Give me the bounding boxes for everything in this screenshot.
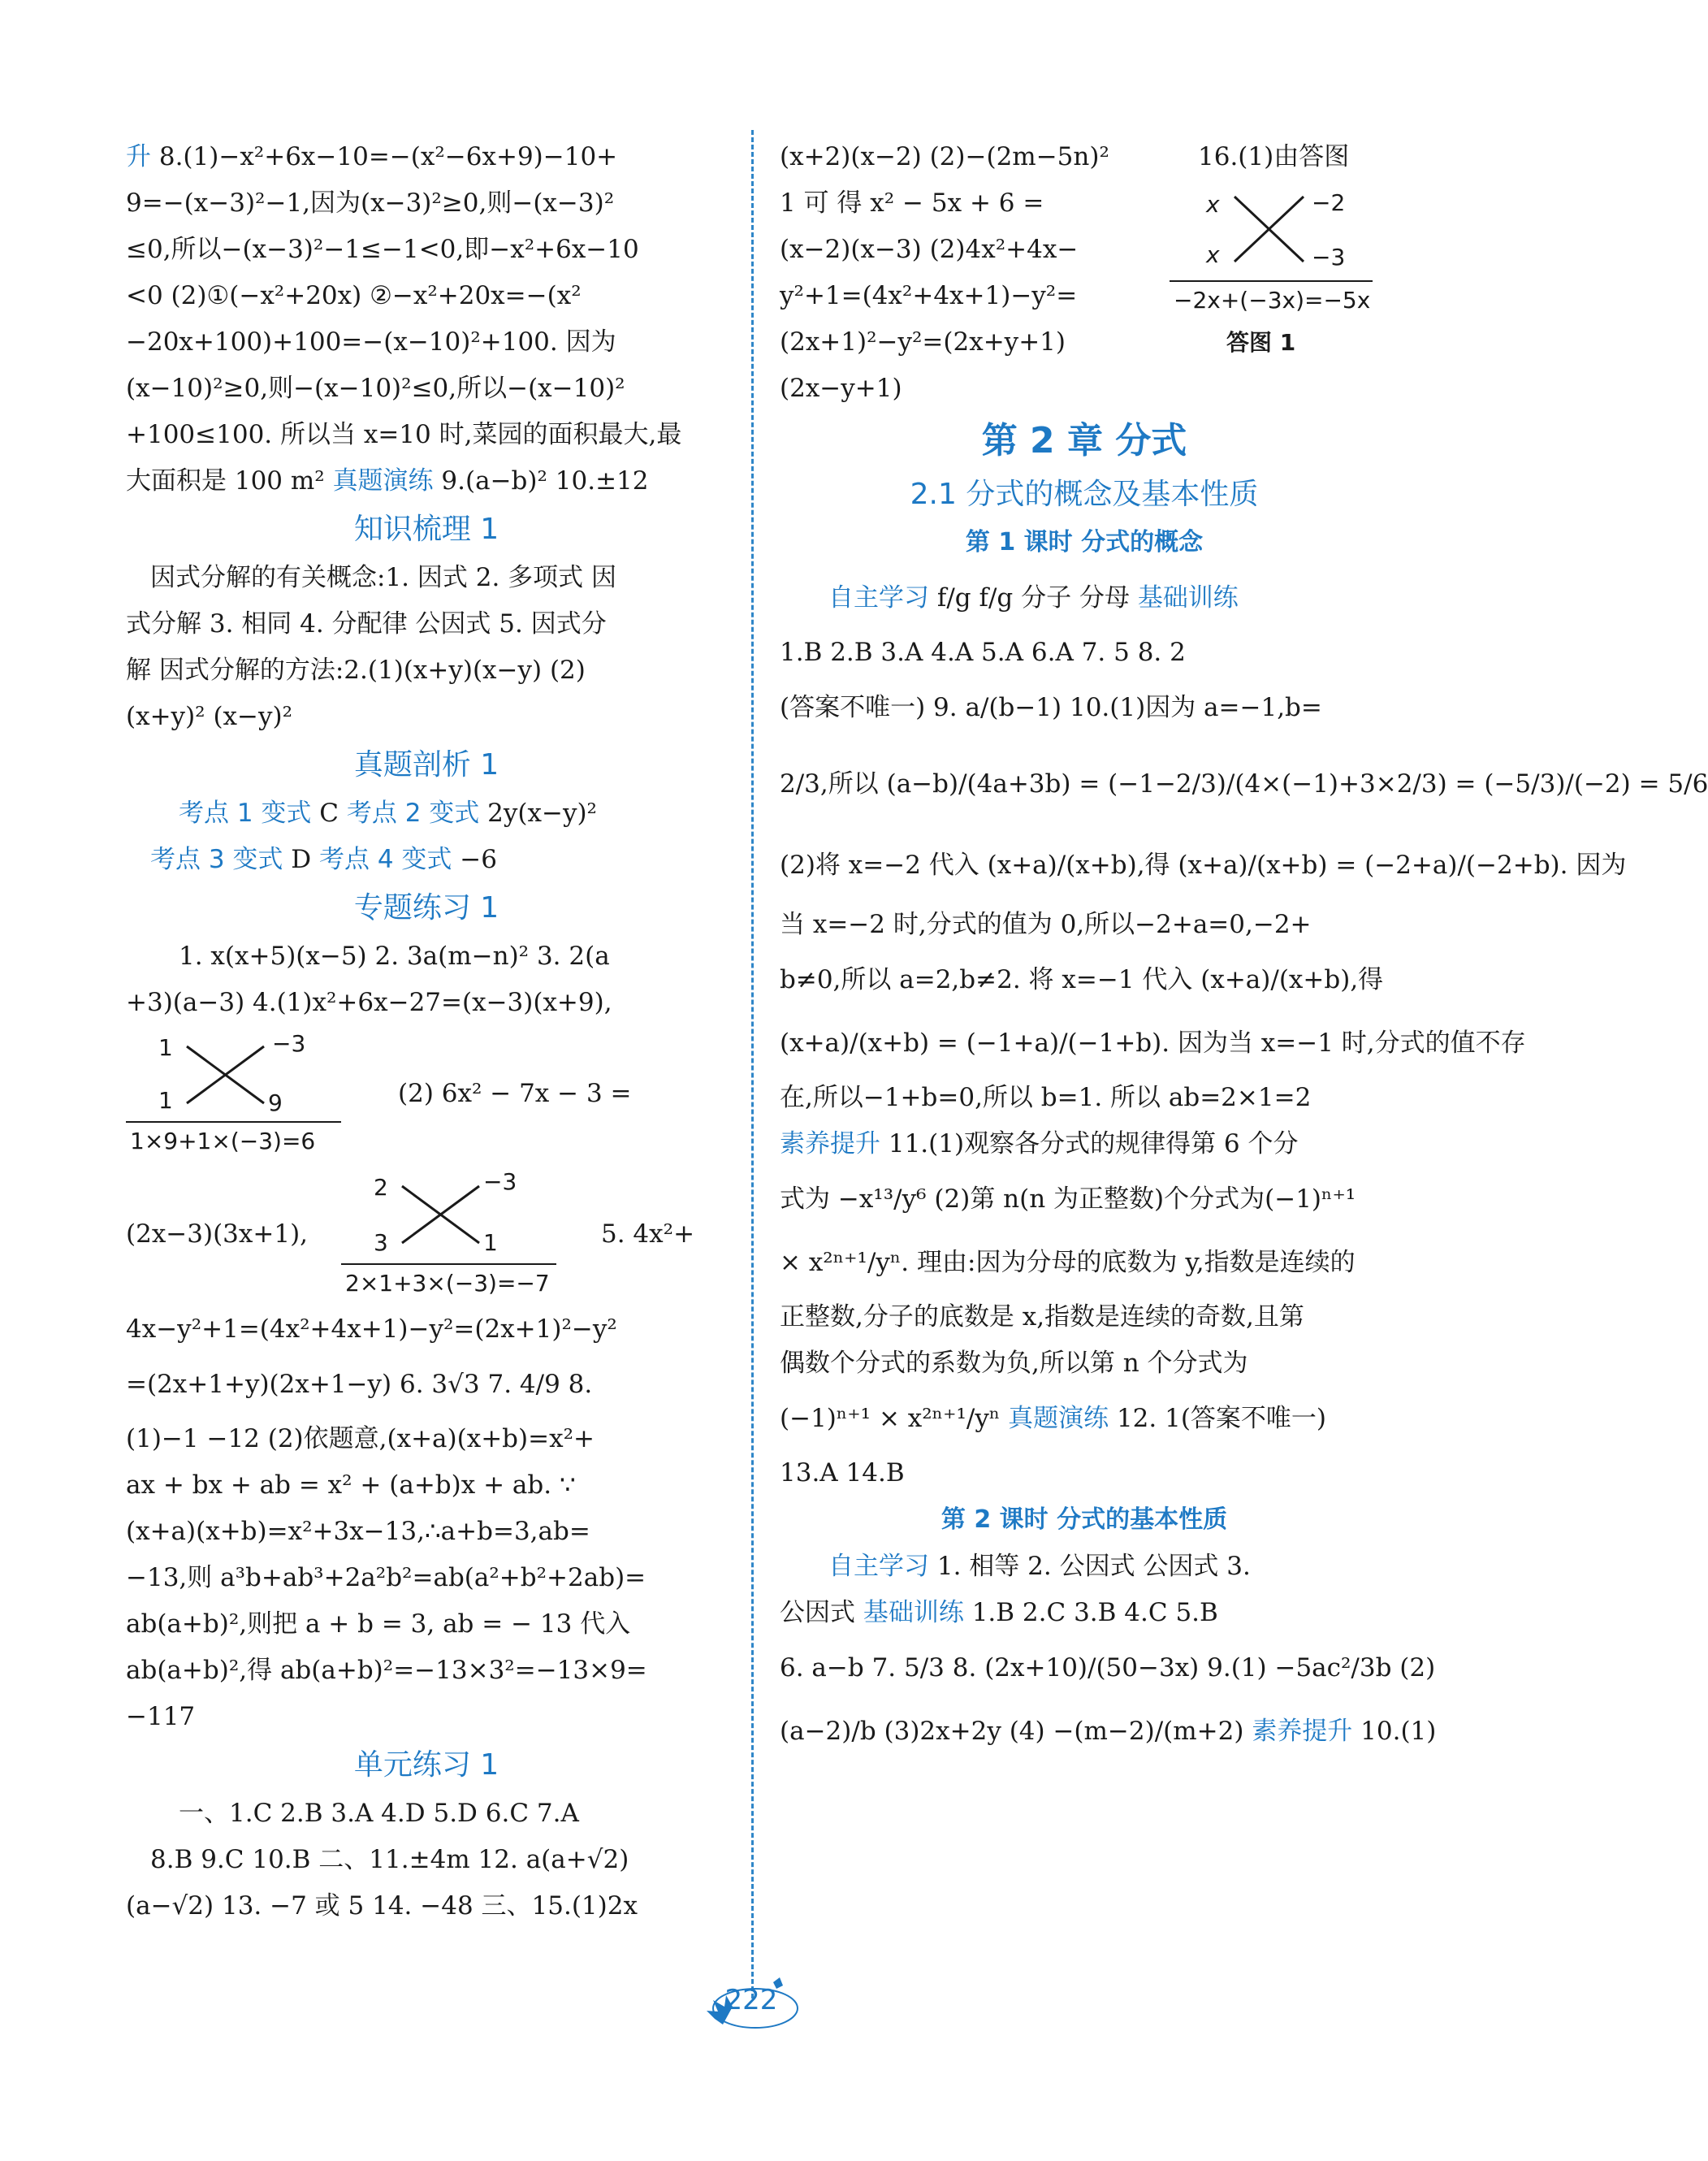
text-line: 8.B 9.C 10.B 二、11.±4m 12. a(a+√2) (150, 1845, 629, 1874)
cross-lines (1230, 193, 1308, 266)
text-line: −13,则 a³b+ab³+2a²b²=ab(a²+b²+2ab)= (126, 1563, 646, 1592)
text-line: 偶数个分式的系数为负,所以第 n 个分式为 (780, 1349, 1248, 1378)
text-line: ≤0,所以−(x−3)²−1≤−1<0,即−x²+6x−10 (126, 235, 639, 264)
text-line: 素养提升 11.(1)观察各分式的规律得第 6 个分 (780, 1129, 1299, 1158)
text-line: +100≤100. 所以当 x=10 时,菜园的面积最大,最 (126, 420, 682, 449)
sum-rule (341, 1262, 556, 1267)
text-line: 13.A 14.B (780, 1458, 905, 1488)
section-tag: 素养提升 (780, 1129, 880, 1158)
text-line: 式分解 3. 相同 4. 分配律 公因式 5. 因式分 (126, 609, 607, 639)
text-line: 公因式 基础训练 1.B 2.C 3.B 4.C 5.B (780, 1598, 1218, 1627)
figure-caption: 答图 1 (1226, 329, 1296, 356)
section-tag: 升 (126, 142, 151, 171)
heading-knowledge: 知识梳理 1 (353, 513, 499, 546)
text-line: 1. x(x+5)(x−5) 2. 3a(m−n)² 3. 2(a (179, 942, 610, 971)
answer-figure-1: x −2 x −3 −2x+(−3x)=−5x 答图 1 (1170, 183, 1389, 362)
text-line: 升 8.(1)−x²+6x−10=−(x²−6x+9)−10+ (126, 142, 618, 171)
text-line: 6. a−b 7. 5/3 8. (2x+10)/(50−3x) 9.(1) −5ac²/3b (2) (780, 1653, 1436, 1682)
text-line: (x−2)(x−3) (2)4x²+4x− (780, 235, 1079, 264)
text-line: 一、1.C 2.B 3.A 4.D 5.D 6.C 7.A (179, 1799, 579, 1828)
text-line: (答案不唯一) 9. a/(b−1) 10.(1)因为 a=−1,b= (780, 693, 1322, 722)
text-line: ax + bx + ab = x² + (a+b)x + ab. ∵ (126, 1470, 576, 1500)
text-line: (x+2)(x−2) (2)−(2m−5n)² (780, 142, 1109, 171)
text-line: ab(a+b)²,得 ab(a+b)²=−13×3²=−13×9= (126, 1656, 647, 1685)
left-column (126, 134, 727, 1929)
text-line: b≠0,所以 a=2,b≠2. 将 x=−1 代入 (x+a)/(x+b),得 (780, 965, 1384, 994)
text-line: (x+a)/(x+b) = (−1+a)/(−1+b). 因为当 x=−1 时,分式的值不存 (780, 1029, 1526, 1058)
text-line: (2x−y+1) (780, 374, 902, 403)
text-line: 正整数,分子的底数是 x,指数是连续的奇数,且第 (780, 1302, 1304, 1332)
text-line: (a−2)/b (3)2x+2y (4) −(m−2)/(m+2) 素养提升 10.(1) (780, 1717, 1437, 1746)
text-line: 当 x=−2 时,分式的值为 0,所以−2+a=0,−2+ (780, 910, 1312, 939)
chapter-title: 第 2 章 分式 (981, 420, 1187, 461)
lesson-title: 第 2 课时 分式的基本性质 (940, 1505, 1228, 1534)
text-line: 式为 −x¹³/y⁶ (2)第 n(n 为正整数)个分式为(−1)ⁿ⁺¹ (780, 1184, 1356, 1214)
cross-lines (183, 1042, 272, 1107)
text-line: (−1)ⁿ⁺¹ × x²ⁿ⁺¹/yⁿ 真题演练 12. 1(答案不唯一) (780, 1404, 1327, 1433)
text-line: 自主学习 1. 相等 2. 公因式 公因式 3. (828, 1552, 1251, 1581)
text-line: 考点 1 变式 C 考点 2 变式 2y(x−y)² (179, 799, 597, 828)
text-line: 考点 3 变式 D 考点 4 变式 −6 (150, 845, 497, 874)
cross-lines (398, 1182, 487, 1247)
text-line: (1)−1 −12 (2)依题意,(x+a)(x+b)=x²+ (126, 1424, 595, 1453)
heading-unit: 单元练习 1 (353, 1748, 499, 1782)
text-line: 1.B 2.B 3.A 4.A 5.A 6.A 7. 5 8. 2 (780, 638, 1186, 667)
text-line: (x+a)(x+b)=x²+3x−13,∴a+b=3,ab= (126, 1517, 590, 1546)
text-line: (x−10)²≥0,则−(x−10)²≤0,所以−(x−10)² (126, 374, 625, 403)
section-tag: 考点 1 变式 (179, 799, 312, 828)
text-line: 大面积是 100 m² 真题演练 9.(a−b)² 10.±12 (126, 466, 649, 496)
text-line: 4x−y²+1=(4x²+4x+1)−y²=(2x+1)²−y² (126, 1314, 617, 1344)
section-tag: 真题演练 (1008, 1404, 1109, 1433)
page-number: 222 (698, 1974, 804, 2039)
text-line: 9=−(x−3)²−1,因为(x−3)²≥0,则−(x−3)² (126, 188, 615, 218)
text-line: (x+y)² (x−y)² (126, 702, 293, 731)
text-line: 因式分解的有关概念:1. 因式 2. 多项式 因 (150, 563, 617, 592)
sum-rule (126, 1119, 341, 1124)
section-tag: 基础训练 (863, 1598, 964, 1627)
text-line: (a−√2) 13. −7 或 5 14. −48 三、15.(1)2x (126, 1891, 638, 1921)
text-line: −20x+100)+100=−(x−10)²+100. 因为 (126, 327, 616, 357)
text-line: +3)(a−3) 4.(1)x²+6x−27=(x−3)(x+9), (126, 988, 612, 1017)
answer-block-16 (780, 134, 1389, 412)
section-tag: 考点 2 变式 (346, 799, 480, 828)
text-line: =(2x+1+y)(2x+1−y) 6. 3√3 7. 4/9 8. (126, 1370, 593, 1399)
text-line: 1 可 得 x² − 5x + 6 = (780, 188, 1044, 218)
section-title: 2.1 分式的概念及基本性质 (910, 478, 1259, 511)
text-line: 自主学习 f/g f/g 分子 分母 基础训练 (828, 583, 1239, 613)
section-tag: 考点 3 变式 (150, 845, 283, 874)
text-line: −117 (126, 1702, 196, 1731)
text-line: <0 (2)①(−x²+20x) ②−x²+20x=−(x² (126, 281, 582, 310)
text-line: (2x+1)²−y²=(2x+y+1) (780, 327, 1066, 357)
lesson-title: 第 1 课时 分式的概念 (965, 528, 1204, 556)
section-tag: 真题演练 (332, 466, 434, 496)
text-line: 解 因式分解的方法:2.(1)(x+y)(x−y) (2) (126, 656, 586, 685)
right-column (780, 134, 1708, 1763)
text-line: (2)将 x=−2 代入 (x+a)/(x+b),得 (x+a)/(x+b) = (−2+a)/(−2+b). 因为 (780, 851, 1627, 880)
text-line: y²+1=(4x²+4x+1)−y²= (780, 281, 1078, 310)
text-line: 16.(1)由答图 (1198, 142, 1350, 171)
text-line: 在,所以−1+b=0,所以 b=1. 所以 ab=2×1=2 (780, 1083, 1312, 1112)
text-line: 2/3,所以 (a−b)/(4a+3b) = (−1−2/3)/(4×(−1)+3×2/3) = (−5/3)/(−2) = 5/6 (780, 769, 1708, 799)
text-line: ab(a+b)²,则把 a + b = 3, ab = − 13 代入 (126, 1609, 631, 1639)
section-tag: 自主学习 (828, 583, 929, 613)
column-divider (751, 130, 754, 1999)
sum-rule (1170, 279, 1373, 284)
text-line: × x²ⁿ⁺¹/yⁿ. 理由:因为分母的底数为 y,指数是连续的 (780, 1248, 1356, 1277)
cross-multiplication-diagram: (2x−3)(3x+1), 2 −3 3 1 2×1+3×(−3)=−7 5. 4x²+ (126, 1168, 695, 1297)
section-tag: 素养提升 (1252, 1717, 1353, 1746)
section-tag: 基础训练 (1137, 583, 1239, 613)
heading-practice: 专题练习 1 (353, 891, 499, 925)
section-tag: 自主学习 (828, 1552, 929, 1581)
cross-multiplication-diagram: 1 −3 1 9 1×9+1×(−3)=6 (2) 6x² − 7x − 3 = (126, 1026, 727, 1164)
section-tag: 考点 4 变式 (319, 845, 452, 874)
heading-analysis: 真题剖析 1 (353, 748, 499, 782)
